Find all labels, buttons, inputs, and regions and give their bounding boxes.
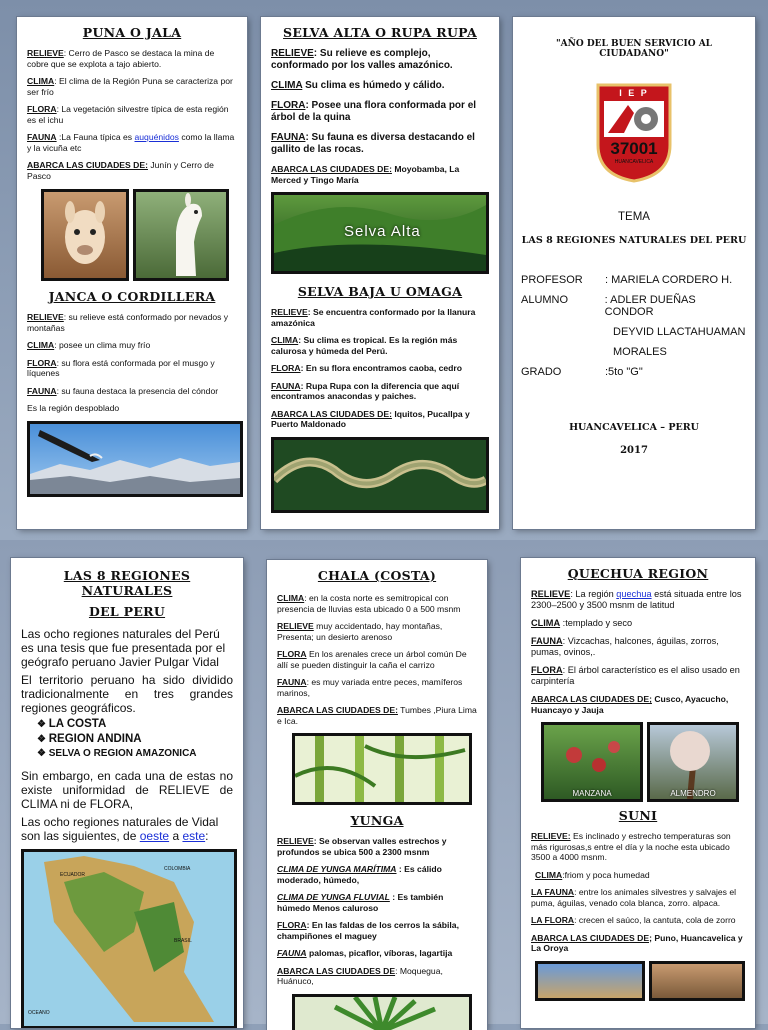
chala-clima: CLIMA: en la costa norte es semitropical con presencia de lluvias esta ubicado 0 a 500 msnm: [277, 593, 477, 614]
intro-p2: El territorio peruano ha sido dividido tradicionalmente en tres grandes regiones geográficos.: [21, 673, 233, 715]
puna-title: PUNA O JALA: [27, 25, 237, 40]
quechua-clima: CLIMA :templado y seco: [531, 618, 745, 629]
logo-iep: I E P: [594, 88, 674, 98]
anio: 2017: [521, 445, 747, 456]
panel-puna-janca: [17, 17, 247, 529]
alumno-row: ALUMNO : ADLER DUEÑAS CONDOR: [521, 294, 747, 318]
suni-fauna: LA FAUNA: entre los animales silvestres y salvajes el puma, águilas, venado cola blanca, zorro. alpaca.: [531, 887, 745, 908]
puna-fauna: FAUNA :La Fauna típica es auquénidos como la llama y la vicuña etc: [27, 132, 237, 153]
selva-alta-title: SELVA ALTA O RUPA RUPA: [271, 25, 489, 40]
lugar: HUANCAVELICA – PERU: [521, 422, 747, 433]
chala-fauna: FAUNA: es muy variada entre peces, mamíferos marinos,: [277, 677, 477, 698]
selva-baja-flora: FLORA: En su flora encontramos caoba, cedro: [271, 363, 489, 374]
condor-photo: [27, 421, 243, 497]
selva-alta-flora: FLORA: Posee una flora conformada por el árbol de la quina: [271, 100, 489, 124]
suni-photo-1: [535, 961, 645, 1001]
quechua-flora: FLORA: El árbol característico es el aliso usado en carpintería: [531, 665, 745, 687]
panel-quechua-suni: [521, 558, 755, 1028]
janca-fauna: FAUNA: su fauna destaca la presencia del cóndor: [27, 386, 237, 397]
quechua-fauna: FAUNA: Vizcachas, halcones, águilas, zorros, pumas, ovinos,.: [531, 636, 745, 658]
janca-flora: FLORA: su flora está conformada por el musgo y líquenes: [27, 358, 237, 379]
lema: "AÑO DEL BUEN SERVICIO AL CIUDADANO": [521, 39, 747, 59]
region-costa: ❖ LA COSTA: [37, 717, 233, 732]
quechua-ciudades: ABARCA LAS CIUDADES DE; Cusco, Ayacucho, Huancayo y Jauja: [531, 694, 745, 715]
quechua-relieve: RELIEVE: La región quechua está situada entre los 2300–2500 y 3500 msnm de latitud: [531, 589, 745, 611]
janca-title: JANCA O CORDILLERA: [27, 289, 237, 304]
yunga-ciudades: ABARCA LAS CIUDADES DE: Moquegua, Huánuco,: [277, 966, 477, 987]
alumno-row-3: MORALES: [521, 346, 747, 358]
alumno-row-2: DEYVID LLACTAHUAMAN: [521, 326, 747, 338]
panel-selva: [261, 17, 499, 529]
yunga-fauna: FAUNA palomas, picaflor, víboras, lagartija: [277, 948, 477, 959]
regiones-list: [37, 717, 233, 761]
logo-sub: HUANCAVELICA: [594, 159, 674, 165]
selva-baja-ciudades: ABARCA LAS CIUDADES DE: Iquitos, Pucallpa y Puerto Maldonado: [271, 409, 489, 430]
auquenidos-link[interactable]: auquénidos: [134, 132, 178, 142]
map-colombia: COLOMBIA: [164, 866, 190, 872]
selva-alta-clima: CLIMA Su clima es húmedo y cálido.: [271, 80, 489, 92]
profesor-row: PROFESOR : MARIELA CORDERO H.: [521, 274, 747, 286]
region-amazonica: ❖ SELVA O REGION AMAZONICA: [37, 747, 233, 761]
almendro-caption: ALMENDRO: [650, 789, 736, 798]
selva-baja-clima: CLIMA: Su clima es tropical. Es la región más calurosa y húmeda del Perú.: [271, 335, 489, 356]
yunga-flora: FLORA: En las faldas de los cerros la sábila, champiñones el maguey: [277, 920, 477, 941]
selva-alta-ciudades: ABARCA LAS CIUDADES DE: Moyobamba, La Merced y Tingo María: [271, 164, 489, 185]
chala-flora: FLORA En los arenales crece un árbol común De allí se pueden distinguir la caña el carrizo: [277, 649, 477, 670]
puna-relieve: RELIEVE: Cerro de Pasco se destaca la mina de cobre que se explota a tajo abierto.: [27, 48, 237, 69]
sabila-photo: [292, 994, 472, 1030]
map-oceano: OCEANO: [28, 1010, 50, 1016]
intro-title-2: DEL PERU: [21, 604, 233, 619]
quechua-title: QUECHUA REGION: [531, 566, 745, 581]
chala-relieve: RELIEVE muy accidentado, hay montañas, Presenta; un desierto arenoso: [277, 621, 477, 642]
manzana-caption: MANZANA: [544, 789, 640, 798]
intro-p4: Las ocho regiones naturales de Vidal son las siguientes, de oeste a este:: [21, 815, 233, 843]
almendro-photo: [647, 722, 739, 802]
intro-p3: Sin embargo, en cada una de estas no existe uniformidad de RELIEVE de CLIMA ni de FLORA,: [21, 769, 233, 811]
yunga-clima-fluvial: CLIMA DE YUNGA FLUVIAL : Es también húmedo Menos caluroso: [277, 892, 477, 913]
yunga-title: YUNGA: [277, 813, 477, 828]
janca-relieve: RELIEVE: su relieve está conformado por nevados y montañas: [27, 312, 237, 333]
selva-alta-caption: Selva Alta: [344, 223, 421, 240]
selva-alta-photo: [271, 192, 489, 274]
oeste-link[interactable]: oeste: [140, 829, 169, 843]
region-andina: ❖ REGION ANDINA: [37, 732, 233, 747]
chala-title: CHALA (COSTA): [277, 568, 477, 583]
selva-alta-relieve: RELIEVE: Su relieve es complejo, conformado por los valles amazónico.: [271, 48, 489, 72]
suni-ciudades: ABARCA LAS CIUDADES DE; Puno, Huancavelica y La Oroya: [531, 933, 745, 954]
suni-relieve: RELIEVE: Es inclinado y estrecho temperaturas son más rigurosas,s entre el día y la noche esta ubicado 3500 a 4000 msnm.: [531, 831, 745, 863]
suni-flora: LA FLORA: crecen el saúco, la cantuta, cola de zorro: [531, 915, 745, 926]
vicuna-photo: [133, 189, 229, 281]
map-ecuador: ECUADOR: [60, 872, 85, 878]
yunga-relieve: RELIEVE: Se observan valles estrechos y profundos se ubica 500 a 2300 msnm: [277, 836, 477, 857]
puna-flora: FLORA: La vegetación silvestre típica de esta región es el ichu: [27, 104, 237, 125]
este-link[interactable]: este: [182, 829, 205, 843]
logo-number: 37001: [594, 139, 674, 159]
selva-baja-relieve: RELIEVE: Se encuentra conformado por la llanura amazónica: [271, 307, 489, 328]
selva-baja-fauna: FAUNA: Rupa Rupa con la diferencia que aquí encontramos anacondas y paiches.: [271, 381, 489, 402]
panel-portada: [513, 17, 755, 529]
panel-chala-yunga: [267, 560, 487, 1030]
suni-title: SUNI: [531, 808, 745, 823]
selva-baja-title: SELVA BAJA U OMAGA: [271, 284, 489, 299]
puna-ciudades: ABARCA LAS CIUDADES DE: Junín y Cerro de Pasco: [27, 160, 237, 181]
manzana-photo: [541, 722, 643, 802]
selva-alta-fauna: FAUNA: Su fauna es diversa destacando el gallito de las rocas.: [271, 132, 489, 156]
quechua-link[interactable]: quechua: [616, 589, 651, 599]
suni-photo-2: [649, 961, 745, 1001]
tema-title: LAS 8 REGIONES NATURALES DEL PERU: [521, 235, 747, 246]
school-logo: [594, 83, 674, 183]
llama-photo: [41, 189, 129, 281]
river-photo: [271, 437, 489, 513]
puna-clima: CLIMA: El clima de la Región Puna se caracteriza por ser frío: [27, 76, 237, 97]
cana-photo: [292, 733, 472, 805]
suni-clima: CLIMA:friom y poca humedad: [531, 870, 745, 881]
panel-intro: [11, 558, 243, 1028]
janca-nota: Es la región despoblado: [27, 403, 237, 414]
yunga-clima-maritima: CLIMA DE YUNGA MARÍTIMA : Es cálido moderado, húmedo,: [277, 864, 477, 885]
tema-label: TEMA: [521, 211, 747, 223]
peru-map: [21, 849, 237, 1028]
janca-clima: CLIMA: posee un clima muy frío: [27, 340, 237, 351]
grado-row: GRADO :5to "G": [521, 366, 747, 378]
intro-title-1: LAS 8 REGIONES NATURALES: [21, 568, 233, 598]
intro-p1: Las ocho regiones naturales del Perú es una tesis que fue presentada por el geógrafo peruano Javier Pulgar Vidal: [21, 627, 233, 669]
map-brasil: BRASIL: [174, 938, 192, 944]
chala-ciudades: ABARCA LAS CIUDADES DE: Tumbes ,Piura Lima e Ica.: [277, 705, 477, 726]
